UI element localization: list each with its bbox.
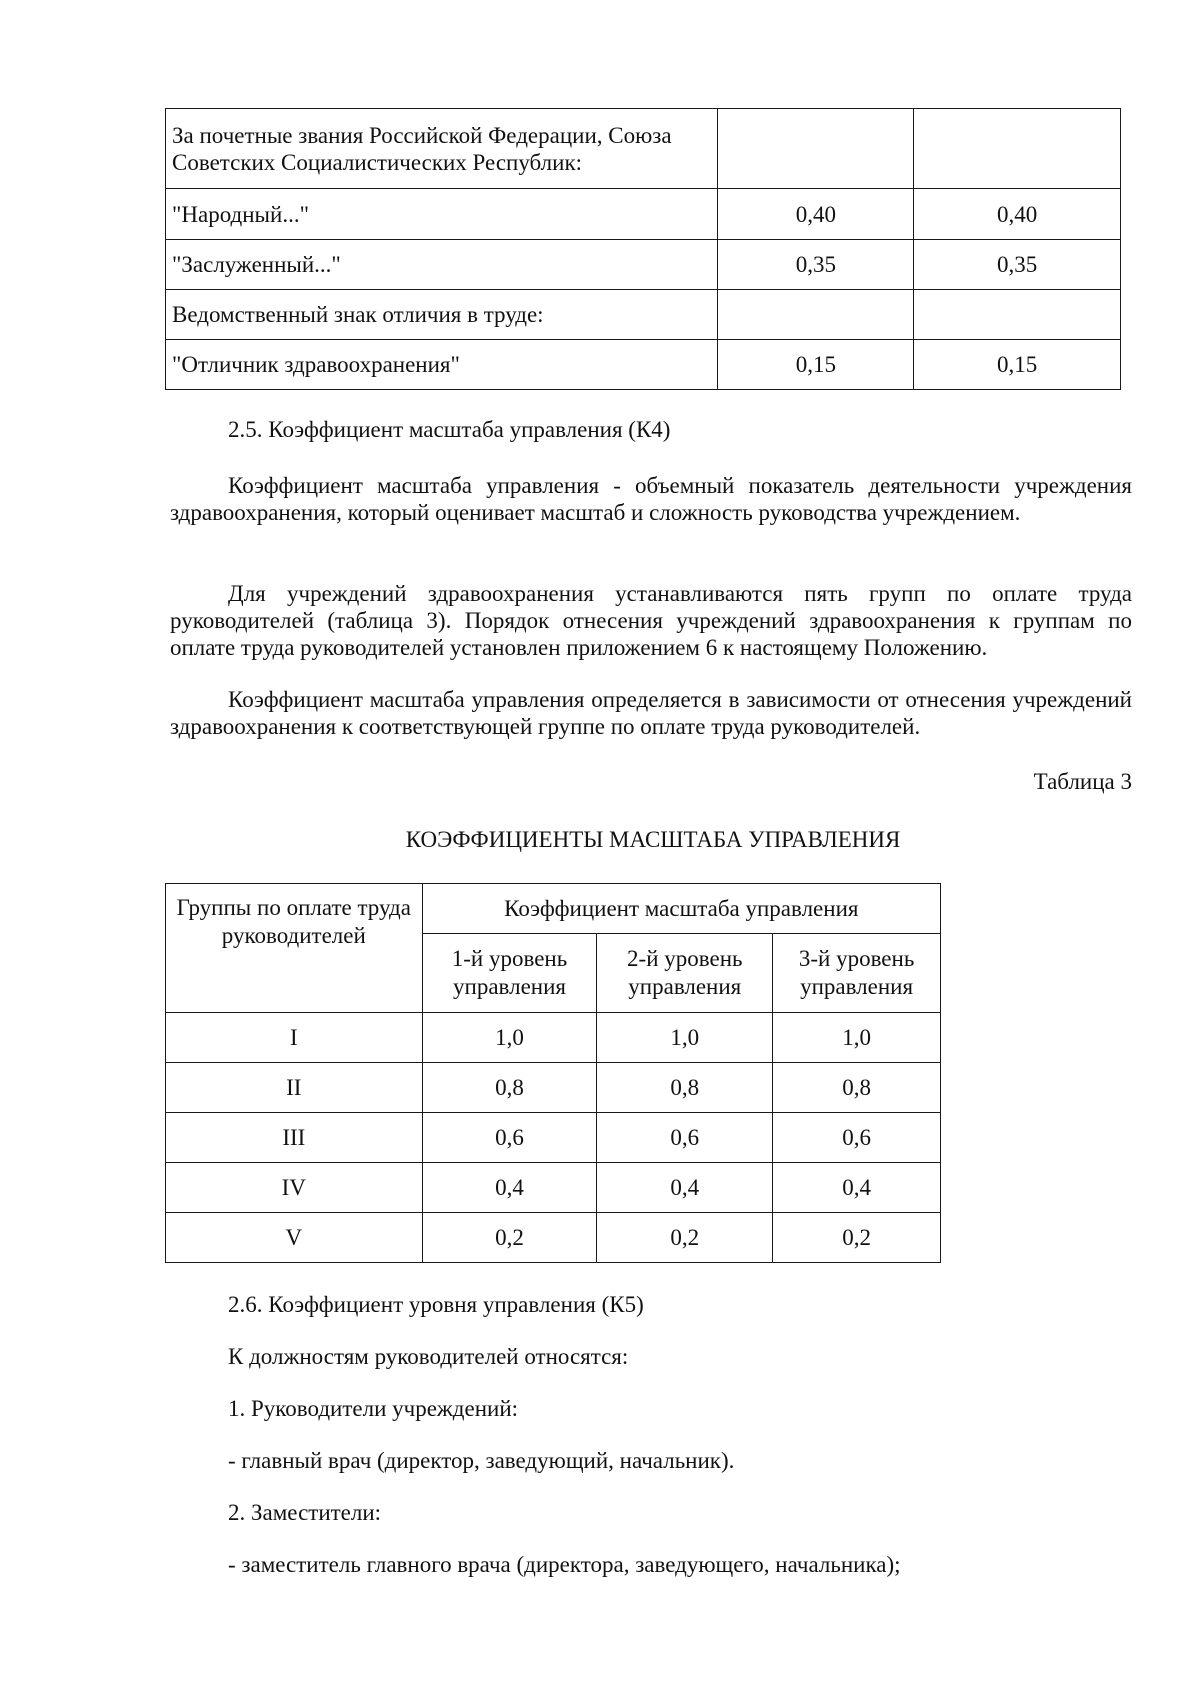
value-cell: 0,6 (773, 1113, 941, 1163)
value-cell: 0,2 (597, 1213, 773, 1263)
section-2-6-heading: 2.6. Коэффициент уровня управления (К5) (228, 1292, 644, 1317)
row-name: "Народный..." (166, 189, 718, 240)
table-row (166, 1013, 941, 1063)
row-value-2: 0,40 (914, 189, 1121, 240)
scale-coefficients-table (165, 883, 941, 1263)
paragraph-text: Коэффициент масштаба управления определяется в зависимости от отнесения учреждений здравоохранения к соответствующей группе по оплате труда руководителей. (170, 687, 1132, 739)
row-name: "Отличник здравоохранения" (166, 340, 718, 390)
list-intro: К должностям руководителей относятся: (228, 1344, 629, 1369)
group-cell: V (166, 1213, 423, 1263)
header-group: Группы по оплате труда руководителей (166, 884, 423, 1013)
value-cell: 1,0 (422, 1013, 597, 1063)
header-level-2: 2-й уровень управления (597, 934, 773, 1013)
row-name: "Заслуженный..." (166, 240, 718, 290)
paragraph-determination (170, 686, 1132, 740)
row-name: За почетные звания Российской Федерации, Союза Советских Социалистических Республик: (166, 109, 718, 189)
honorary-titles-table (165, 108, 1121, 390)
list-item: 2. Заместители: (228, 1500, 382, 1525)
row-name: Ведомственный знак отличия в труде: (166, 290, 718, 340)
group-cell: I (166, 1013, 423, 1063)
value-cell: 0,4 (773, 1163, 941, 1213)
table-row (166, 1063, 941, 1113)
table-title: КОЭФФИЦИЕНТЫ МАСШТАБА УПРАВЛЕНИЯ (405, 827, 901, 852)
value-cell: 0,2 (422, 1213, 597, 1263)
table-row (166, 340, 1121, 390)
table-row (166, 1213, 941, 1263)
table-row (166, 1113, 941, 1163)
header-level-1: 1-й уровень управления (422, 934, 597, 1013)
row-value-2: 0,35 (914, 240, 1121, 290)
row-value-1: 0,35 (718, 240, 914, 290)
paragraph-scale-definition (170, 472, 1132, 526)
table-row (166, 189, 1121, 240)
list-item: - главный врач (директор, заведующий, начальник). (228, 1448, 735, 1473)
table-header-row (166, 884, 941, 934)
row-value-2 (914, 290, 1121, 340)
paragraph-text: Коэффициент масштаба управления - объемный показатель деятельности учреждения здравоохранения, который оценивает масштаб и сложность руководства учреждением. (170, 473, 1132, 525)
list-item: - заместитель главного врача (директора, заведующего, начальника); (228, 1552, 901, 1577)
group-cell: III (166, 1113, 423, 1163)
row-value-2 (914, 109, 1121, 189)
value-cell: 0,4 (597, 1163, 773, 1213)
row-value-2: 0,15 (914, 340, 1121, 390)
list-item: 1. Руководители учреждений: (228, 1396, 519, 1421)
group-cell: IV (166, 1163, 423, 1213)
paragraph-groups (170, 580, 1132, 661)
section-2-5-heading: 2.5. Коэффициент масштаба управления (К4) (228, 417, 671, 442)
value-cell: 1,0 (773, 1013, 941, 1063)
table-row (166, 109, 1121, 189)
paragraph-text: Для учреждений здравоохранения устанавливаются пять групп по оплате труда руководителей (таблица 3). Порядок отнесения учреждений здравоохранения к группам по оплате труда руководителей установлен приложением 6 к настоящему Положению. (170, 581, 1132, 660)
value-cell: 0,8 (422, 1063, 597, 1113)
value-cell: 0,6 (597, 1113, 773, 1163)
value-cell: 0,8 (773, 1063, 941, 1113)
row-value-1: 0,40 (718, 189, 914, 240)
group-cell: II (166, 1063, 423, 1113)
value-cell: 0,8 (597, 1063, 773, 1113)
table-row (166, 1163, 941, 1213)
row-value-1 (718, 290, 914, 340)
row-value-1 (718, 109, 914, 189)
header-level-3: 3-й уровень управления (773, 934, 941, 1013)
row-value-1: 0,15 (718, 340, 914, 390)
value-cell: 0,4 (422, 1163, 597, 1213)
value-cell: 1,0 (597, 1013, 773, 1063)
table-row (166, 290, 1121, 340)
value-cell: 0,6 (422, 1113, 597, 1163)
header-coefficient: Коэффициент масштаба управления (422, 884, 940, 934)
table-row (166, 240, 1121, 290)
value-cell: 0,2 (773, 1213, 941, 1263)
table-label: Таблица 3 (1033, 769, 1132, 794)
